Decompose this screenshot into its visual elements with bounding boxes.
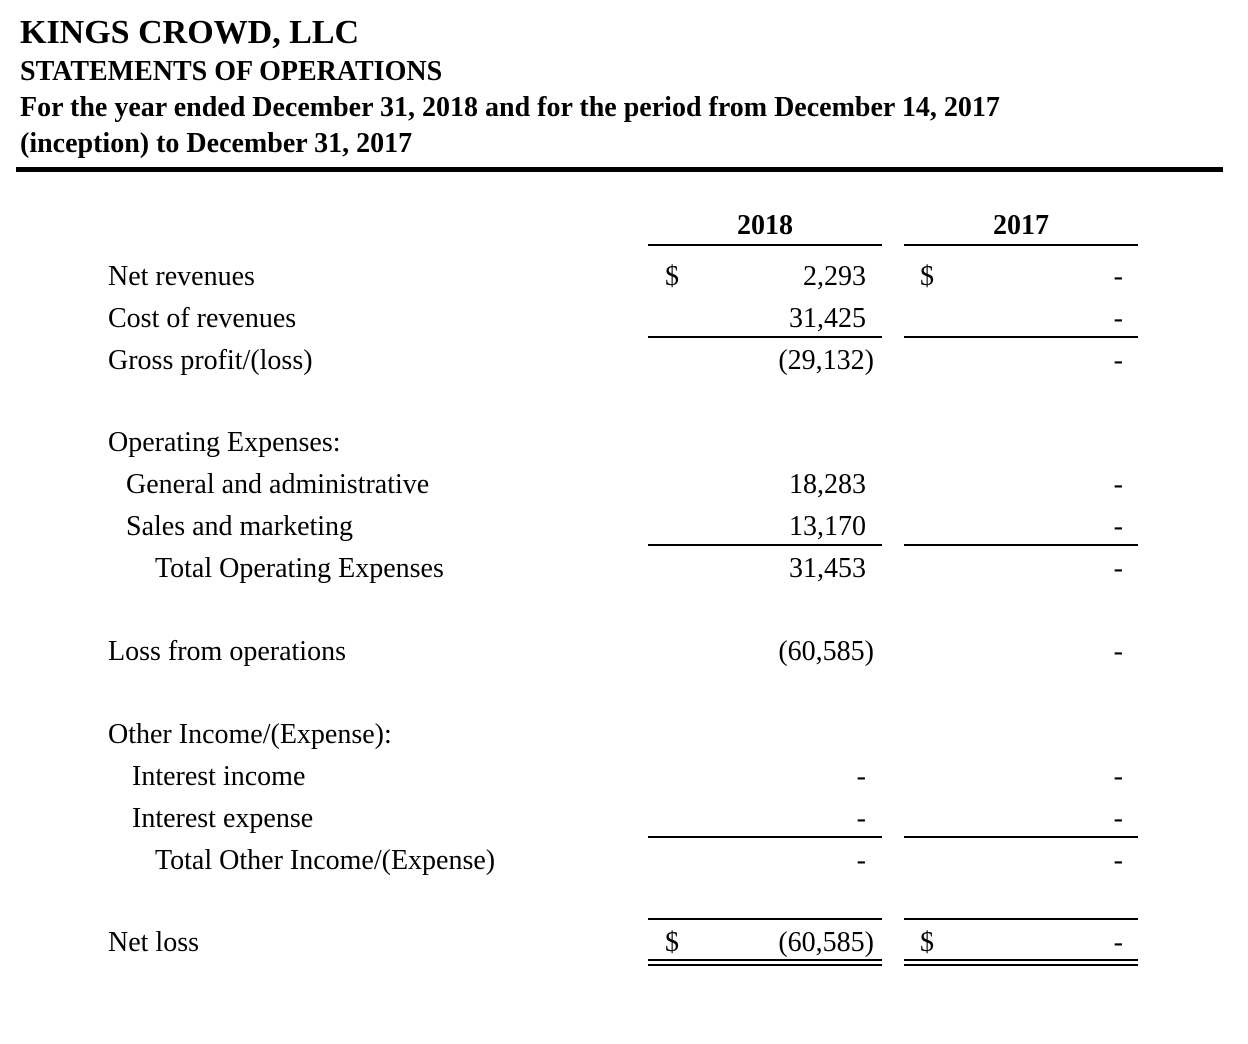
net-loss-double-rule-2017 [904,959,1138,961]
subtotal-rule-2017 [904,836,1138,838]
column-header-2018: 2018 [737,210,793,241]
value-net-loss-2018: (60,585) [778,927,874,958]
statement-title: STATEMENTS OF OPERATIONS [20,56,443,87]
row-label-net-revenues: Net revenues [108,261,255,292]
row-label-interest-expense: Interest expense [132,803,314,834]
column-underline-2017 [904,244,1138,246]
net-loss-top-rule-2018 [648,918,882,920]
subtotal-rule-2017 [904,336,1138,338]
dollar-sign-net-revenues-2018: $ [665,261,679,292]
value-loss-from-operations-2018: (60,585) [778,636,874,667]
net-loss-top-rule-2017 [904,918,1138,920]
value-gross-profit-2017: - [1113,345,1123,376]
subtotal-rule-2018 [648,544,882,546]
value-total-other-2018: - [856,845,866,876]
row-label-total-operating: Total Operating Expenses [155,553,444,584]
row-label-loss-from-operations: Loss from operations [108,636,346,667]
net-loss-double-rule-2018 [648,964,882,966]
value-sales-marketing-2017: - [1113,511,1123,542]
value-net-revenues-2017: - [1113,261,1123,292]
value-gross-profit-2018: (29,132) [778,345,874,376]
value-total-other-2017: - [1113,845,1123,876]
dollar-sign-net-loss-2018: $ [665,927,679,958]
section-heading-other-income: Other Income/(Expense): [108,719,392,750]
value-net-revenues-2018: 2,293 [803,261,866,292]
row-label-cost-of-revenues: Cost of revenues [108,303,297,334]
section-heading-operating-expenses: Operating Expenses: [108,427,341,458]
row-label-interest-income: Interest income [132,761,306,792]
row-label-sales-marketing: Sales and marketing [126,511,354,542]
value-interest-income-2017: - [1113,761,1123,792]
company-name: KINGS CROWD, LLC [20,14,360,51]
value-total-operating-2018: 31,453 [789,553,866,584]
value-interest-expense-2018: - [856,803,866,834]
net-loss-double-rule-2017 [904,964,1138,966]
value-total-operating-2017: - [1113,553,1123,584]
row-label-gross-profit: Gross profit/(loss) [108,345,313,376]
row-label-net-loss: Net loss [108,927,199,958]
value-loss-from-operations-2017: - [1113,636,1123,667]
period-line-1: For the year ended December 31, 2018 and for the period from December 14, 2017 [20,92,1000,123]
value-general-admin-2018: 18,283 [789,469,866,500]
value-interest-expense-2017: - [1113,803,1123,834]
column-header-2017: 2017 [993,210,1049,241]
dollar-sign-net-revenues-2017: $ [920,261,934,292]
period-line-2: (inception) to December 31, 2017 [20,128,413,159]
header-rule [16,167,1223,172]
value-net-loss-2017: - [1113,927,1123,958]
value-general-admin-2017: - [1113,469,1123,500]
dollar-sign-net-loss-2017: $ [920,927,934,958]
subtotal-rule-2018 [648,336,882,338]
row-label-total-other: Total Other Income/(Expense) [155,845,496,876]
value-cost-of-revenues-2018: 31,425 [789,303,866,334]
net-loss-double-rule-2018 [648,959,882,961]
value-interest-income-2018: - [856,761,866,792]
row-label-general-admin: General and administrative [126,469,430,500]
subtotal-rule-2017 [904,544,1138,546]
value-sales-marketing-2018: 13,170 [789,511,866,542]
subtotal-rule-2018 [648,836,882,838]
value-cost-of-revenues-2017: - [1113,303,1123,334]
column-underline-2018 [648,244,882,246]
